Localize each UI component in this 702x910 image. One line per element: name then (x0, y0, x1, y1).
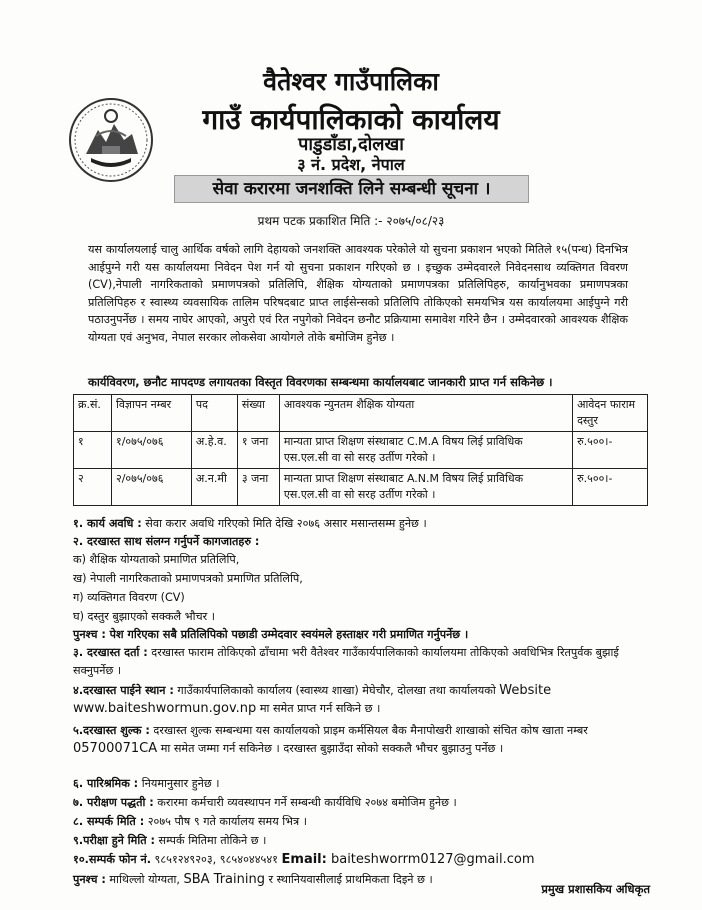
cell-qualification: मान्यता प्राप्त शिक्षण संस्थाबाट C.M.A विषय लिई प्राविधिक एस.एल.सी वा सो सरह उर्तीण गरेको । (279, 432, 572, 469)
cell-qualification: मान्यता प्राप्त शिक्षण संस्थाबाट A.N.M विषय लिई प्राविधिक एस.एल.सी वा सो सरह उर्तीण गरेको । (279, 469, 572, 506)
section-label: ८. सम्पर्क मिति : (73, 815, 145, 828)
section-text: २०७५ पौष ९ गते कार्यालय समय भित्र । (144, 815, 307, 828)
section-remuneration (73, 775, 220, 793)
cell-fee: रु.५००।- (573, 432, 648, 469)
cell-post: अ.हे.व. (191, 432, 237, 469)
section-text: गाउँकार्यपालिकाको कार्यालय (स्वास्थ्य शाखा) मेघेचौर, दोलखा तथा कार्यालयको (173, 684, 500, 697)
section-work-period (73, 515, 427, 533)
section-application-fee (73, 722, 633, 758)
table-row (74, 469, 648, 506)
section-text: दरखास्त शुल्क सम्बन्धमा यस कार्यालयको प्राइम कर्मसियल बैक मैनापोखरी शाखाको संचित कोष खाता नम्बर (149, 724, 588, 737)
posts-table (73, 394, 648, 506)
section-label: ४.दरखास्त पाईने स्थान : (73, 684, 174, 697)
website-word: Website (499, 683, 552, 698)
col-ad-number: विज्ञापन नम्बर (111, 395, 191, 432)
col-fee: आवेदन फाराम दस्तुर (573, 395, 648, 432)
list-item: ख) नेपाली नागरिकताको प्रमाणपत्रको प्रमाणित प्रतिलिपि, (73, 572, 303, 585)
phone-numbers: ९८५१२४९२०३, ९८५४०४४५४१ (150, 853, 282, 866)
list-item: ग) व्यक्तिगत विवरण (CV) (73, 591, 185, 604)
email-link[interactable]: baiteshworrm0127@gmail.com (326, 852, 535, 867)
cell-count: ३ जना (237, 469, 279, 506)
section-contact-phone (73, 851, 534, 869)
details-heading: कार्यविवरण, छनौट मापदण्ड लगायतका विस्तृत विवरणका सम्बन्धमा कार्यालयबाट जानकारी प्राप्त गर्न सकिनेछ । (88, 375, 553, 389)
sba-training: SBA Training (183, 872, 265, 887)
section-documents-label: २. दरखास्त साथ संलग्न गर्नुपर्ने कागजातहरु : (73, 535, 260, 548)
province: ३ नं. प्रदेश, नेपाल (297, 155, 405, 174)
section-text: माथिल्लो योग्यता, (105, 873, 184, 886)
section-text: नियमानुसार हुनेछ । (138, 777, 220, 790)
col-count: संख्या (237, 395, 279, 432)
section-label: ६. पारिश्रमिक : (73, 777, 139, 790)
signature-title: प्रमुख प्रशासकिय अधिकृत (541, 882, 650, 896)
cell-serial: १ (74, 432, 112, 469)
section-label: १. कार्य अवधि : (73, 517, 142, 530)
table-header-row (74, 395, 648, 432)
postscript-note: पुनश्च : पेश गरिएका सबै प्रतिलिपिको पछाडी उम्मेदवार स्वयंमले हस्ताक्षर गरी प्रमाणित गर्नुपर्नेछ । (73, 628, 469, 641)
col-qualification: आवश्यक न्युनतम शैक्षिक योग्यता (279, 395, 572, 432)
cell-fee: रु.५००।- (573, 469, 648, 506)
section-text: सम्पर्क मितिमा तोकिने छ । (155, 834, 267, 847)
section-text: सेवा करार अवधि गरिएको मिति देखि २०७६ असार मसान्तसम्म हुनेछ । (141, 517, 427, 530)
cell-ad-number: १/०७५/०७६ (111, 432, 191, 469)
section-registration (73, 644, 633, 680)
section-test-method (73, 794, 457, 812)
section-label: ७. परीक्षण पद्धती : (73, 796, 154, 809)
section-text: करारमा कर्मचारी व्यवस्थापन गर्ने सम्बन्धी कार्यविधि २०७४ बमोजिम हुनेछ । (153, 796, 457, 809)
account-number: 05700071CA (73, 741, 158, 756)
section-text: मा समेत प्राप्त गर्न सकिने छ । (256, 702, 381, 715)
table-row (74, 432, 648, 469)
email-label: Email: (281, 852, 327, 867)
postscript-priority (73, 871, 433, 889)
cell-post: अ.न.मी (191, 469, 237, 506)
col-post: पद (191, 395, 237, 432)
section-exam-date (73, 832, 266, 850)
col-serial: क्र.सं. (74, 395, 112, 432)
office-location: पाडुडाँडा,दोलखा (298, 134, 404, 155)
section-label: ९.परीक्षा हुने मिति : (73, 834, 155, 847)
section-label: पुनश्च : (73, 873, 106, 886)
cell-serial: २ (74, 469, 112, 506)
section-label: १०.सम्पर्क फोन नं. (73, 853, 151, 866)
website-link[interactable]: www.baiteshwormun.gov.np (73, 701, 257, 716)
office-name: गाउँ कार्यपालिकाको कार्यालय (202, 103, 500, 136)
section-text: मा समेत जम्मा गर्न सकिनेछ । दरखास्त बुझाउँदा सोको सक्कलै भौचर बुझाउनु पर्नेछ । (157, 742, 504, 755)
cell-ad-number: २/०७५/०७६ (111, 469, 191, 506)
cell-count: १ जना (237, 432, 279, 469)
municipality-name: वैतेश्वर गाउँपालिका (263, 67, 439, 96)
list-item: घ) दस्तुर बुझाएको सक्कलै भौचर । (73, 610, 215, 623)
section-label: ५.दरखास्त शुल्क : (73, 724, 150, 737)
notice-title-banner: सेवा करारमा जनशक्ति लिने सम्बन्धी सूचना । (174, 175, 529, 203)
publication-date: प्रथम पटक प्रकाशित मिति :- २०७५/०८/२३ (257, 214, 445, 228)
section-label: ३. दरखास्त दर्ता : (73, 646, 148, 659)
intro-paragraph: यस कार्यालयलाई चालु आर्थिक वर्षको लागि देहायको जनशक्ति आवश्यक परेकोले यो सुचना प्रकाशन भएको मितिले १५(पन्ध) दिनभित्र आईपुग्ने गरी यस कार्यालयमा निवेदन पेश गर्न यो सुचना प्रकाशन गरिएको छ । इच्छुक उम्मेदवारले निवेदनसाथ व्यक्तिगत विवरण (CV),नेपाली नागरिकताको प्रमाणपत्रको प्रतिलिपि, शैक्षिक योग्यताको प्रमाणपत्रका प्रतिलिपिहरु, कार्यानुभवका प्रमाणपत्रका प्रतिलिपिहरु र स्वास्थ्य व्यवसायिक तालिम परिषदबाट प्राप्त लाईसेन्सको प्रतिलिपि तोकिएको समयभित्र यस कार्यालयमा आईपुग्ने गरी पठाउनुपर्नेछ । समय नाघेर आएको, अपुरो एवं रित नपुगेको निवेदन छनौट प्रक्रियामा समावेश गरिने छैन । उम्मेदवारको आवश्यक शैक्षिक योग्यता एवं अनुभव, नेपाल सरकार लोकसेवा आयोगले तोके बमोजिम हुनेछ । (88, 243, 628, 344)
section-application-place (73, 682, 633, 718)
section-text: दरखास्त फाराम तोकिएको ढाँचामा भरी वैतेश्वर गाउँकार्यपालिकाको कार्यालयमा तोकिएको अवधिभित्र रितपुर्वक बुझाई सक्नुपर्नेछ । (73, 646, 619, 677)
list-item: क) शैक्षिक योग्यताको प्रमाणित प्रतिलिपि, (73, 553, 240, 566)
section-text: र स्थानियवासीलाई प्राथमिकता दिइने छ । (264, 873, 433, 886)
section-contact-date (73, 813, 307, 831)
